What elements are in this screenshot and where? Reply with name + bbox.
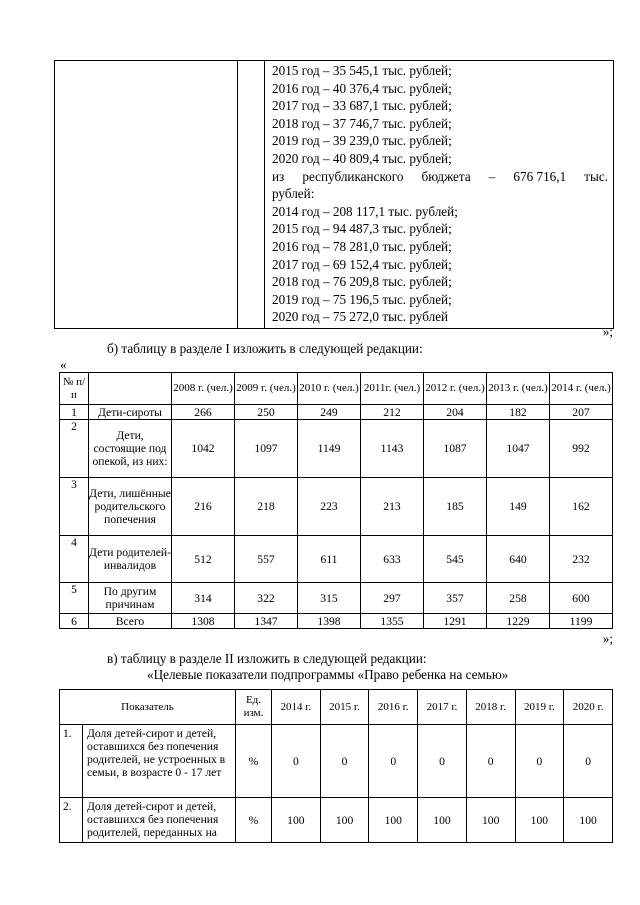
target-indicators-table [59, 689, 613, 843]
header-year: 2019 г. [515, 690, 564, 725]
table-row: 3 Дети, лишённые родительского попечения 216 218 223 213 185 149 162 [60, 478, 613, 536]
header-num: № п/п [60, 373, 89, 405]
finance-line: 2020 год – 40 809,4 тыс. рублей; [272, 150, 452, 166]
header-year: 2017 г. [418, 690, 467, 725]
header-year: 2009 г. (чел.) [235, 373, 298, 405]
paragraph-b: б) таблицу в разделе I изложить в следующей редакции: [107, 341, 423, 356]
header-year: 2010 г. (чел.) [298, 373, 361, 405]
finance-label-cell [55, 61, 238, 329]
header-year: 2018 г. [466, 690, 515, 725]
header-category [89, 373, 172, 405]
finance-line: 2016 год – 78 281,0 тыс. рублей; [272, 238, 452, 254]
finance-line: 2015 год – 94 487,3 тыс. рублей; [272, 221, 452, 237]
closing-quote: »; [602, 631, 613, 646]
finance-line: 2019 год – 75 196,5 тыс. рублей; [272, 291, 452, 307]
finance-line: 2017 год – 69 152,4 тыс. рублей; [272, 256, 452, 272]
table-row: 6 Всего 1308 1347 1398 1355 1291 1229 1199 [60, 614, 613, 629]
finance-table [54, 60, 614, 329]
table-row: 5 По другим причинам 314 322 315 297 357 258 600 [60, 583, 613, 614]
header-unit: Ед. изм. [236, 690, 272, 725]
table-row: 1. Доля детей-сирот и детей, оставшихся без попечения родителей, не устроенных в семьи, в возрасте 0 - 17 лет % 0 0 0 0 0 0 0 [60, 725, 613, 798]
finance-line: 2018 год – 37 746,7 тыс. рублей; [272, 115, 452, 131]
table-row: 4 Дети родителей-инвалидов 512 557 611 633 545 640 232 [60, 536, 613, 583]
finance-spacer-cell [238, 61, 265, 329]
closing-quote: »; [602, 324, 613, 339]
finance-line: 2016 год – 40 376,4 тыс. рублей; [272, 80, 452, 96]
children-statistics-table [59, 372, 613, 629]
finance-line: 2015 год – 35 545,1 тыс. рублей; [272, 63, 452, 78]
finance-line: 2019 год – 39 239,0 тыс. рублей; [272, 133, 452, 149]
opening-quote: « [60, 357, 67, 372]
header-year: 2015 г. [320, 690, 369, 725]
header-year: 2016 г. [369, 690, 418, 725]
header-year: 2014 г. [272, 690, 321, 725]
header-year: 2012 г. (чел.) [424, 373, 487, 405]
header-year: 2008 г. (чел.) [172, 373, 235, 405]
finance-line: 2020 год – 75 272,0 тыс. рублей [272, 309, 449, 325]
header-year: 2014 г. (чел.) [550, 373, 613, 405]
table-row: 2 Дети, состоящие под опекой, из них: 1042 1097 1149 1143 1087 1047 992 [60, 420, 613, 478]
header-year: 2020 г. [564, 690, 613, 725]
table2-title: «Целевые показатели подпрограммы «Право ребенка на семью» [147, 667, 509, 682]
republic-budget-cont: рублей: [272, 186, 315, 202]
table-row: 2. Доля детей-сирот и детей, оставшихся без попечения родителей, переданных на % 100 100 100 100 100 100 100 [60, 798, 613, 843]
finance-text-cell [265, 61, 614, 329]
header-year: 2013 г. (чел.) [487, 373, 550, 405]
header-year: 2011г. (чел.) [361, 373, 424, 405]
finance-line: 2017 год – 33 687,1 тыс. рублей; [272, 98, 452, 114]
finance-line: 2018 год – 76 209,8 тыс. рублей; [272, 274, 452, 290]
header-indicator: Показатель [60, 690, 236, 725]
finance-line: 2014 год – 208 117,1 тыс. рублей; [272, 203, 458, 219]
republic-budget-line: из республиканского бюджета – 676 716,1 тыс. [272, 168, 608, 184]
paragraph-c: в) таблицу в разделе II изложить в следующей редакции: [107, 651, 427, 666]
table-row: 1 Дети-сироты 266 250 249 212 204 182 207 [60, 405, 613, 420]
